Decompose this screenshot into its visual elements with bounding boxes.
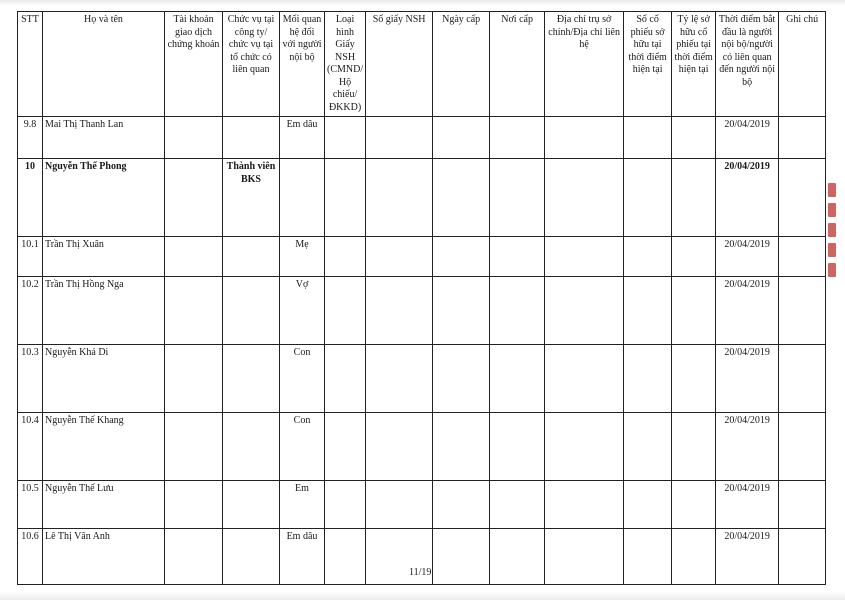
row-start-date: 20/04/2019	[716, 345, 779, 413]
row-shares	[624, 345, 672, 413]
row-stt: 10.2	[18, 277, 43, 345]
row-address	[545, 117, 624, 159]
row-start-date: 20/04/2019	[716, 413, 779, 481]
row-stt: 10.5	[18, 481, 43, 529]
row-relation: Con	[280, 413, 325, 481]
row-issue-date	[433, 529, 490, 585]
row-id-type	[325, 413, 366, 481]
row-address	[545, 413, 624, 481]
row-note	[779, 529, 826, 585]
row-account	[165, 529, 223, 585]
row-issue-place	[490, 413, 545, 481]
table-row	[18, 237, 826, 277]
row-stt: 9.8	[18, 117, 43, 159]
row-id-number	[366, 413, 433, 481]
row-shares	[624, 413, 672, 481]
table-row	[18, 159, 826, 237]
table-row	[18, 413, 826, 481]
row-issue-date	[433, 413, 490, 481]
row-shares	[624, 237, 672, 277]
row-relation: Mẹ	[280, 237, 325, 277]
header-stt: STT	[18, 12, 43, 117]
row-note	[779, 117, 826, 159]
row-id-type	[325, 237, 366, 277]
row-name: Trần Thị Hồng Nga	[43, 277, 165, 345]
row-note	[779, 345, 826, 413]
row-account	[165, 413, 223, 481]
row-id-number	[366, 237, 433, 277]
row-shares	[624, 529, 672, 585]
row-position	[223, 117, 280, 159]
row-id-number	[366, 159, 433, 237]
row-id-type	[325, 481, 366, 529]
row-name: Nguyễn Thế Phong	[43, 159, 165, 237]
row-issue-date	[433, 159, 490, 237]
row-ratio	[672, 413, 716, 481]
row-address	[545, 529, 624, 585]
row-shares	[624, 117, 672, 159]
red-stamp-mark	[828, 183, 838, 303]
row-name: Trần Thị Xuân	[43, 237, 165, 277]
row-ratio	[672, 237, 716, 277]
row-note	[779, 237, 826, 277]
row-account	[165, 159, 223, 237]
row-id-number	[366, 277, 433, 345]
row-position	[223, 237, 280, 277]
table-row	[18, 481, 826, 529]
row-start-date: 20/04/2019	[716, 481, 779, 529]
row-issue-date	[433, 481, 490, 529]
row-position	[223, 529, 280, 585]
row-position	[223, 413, 280, 481]
row-address	[545, 345, 624, 413]
row-account	[165, 277, 223, 345]
row-start-date: 20/04/2019	[716, 117, 779, 159]
row-issue-place	[490, 345, 545, 413]
row-relation: Em dâu	[280, 529, 325, 585]
table-row	[18, 277, 826, 345]
header-name: Họ và tên	[43, 12, 165, 117]
row-id-type	[325, 117, 366, 159]
page-number: 11/19	[409, 567, 432, 578]
header-start-date: Thời điểm bắt đầu là người nội bộ/người có liên quan đến người nội bộ	[716, 12, 779, 117]
row-start-date: 20/04/2019	[716, 277, 779, 345]
header-shares: Số cổ phiếu sở hữu tại thời điểm hiện tại	[624, 12, 672, 117]
header-position: Chức vụ tại công ty/ chức vụ tại tổ chức có liên quan	[223, 12, 280, 117]
header-id-type: Loại hình Giấy NSH (CMND/ Hộ chiếu/ ĐKKD)	[325, 12, 366, 117]
row-issue-place	[490, 277, 545, 345]
row-position: Thành viên BKS	[223, 159, 280, 237]
row-position	[223, 481, 280, 529]
row-issue-place	[490, 481, 545, 529]
row-name: Nguyễn Khả Di	[43, 345, 165, 413]
row-account	[165, 237, 223, 277]
row-note	[779, 413, 826, 481]
row-start-date: 20/04/2019	[716, 237, 779, 277]
row-id-number	[366, 481, 433, 529]
row-id-type	[325, 529, 366, 585]
table-row	[18, 117, 826, 159]
row-name: Lê Thị Vân Anh	[43, 529, 165, 585]
row-shares	[624, 481, 672, 529]
row-relation	[280, 159, 325, 237]
row-id-type	[325, 277, 366, 345]
row-start-date: 20/04/2019	[716, 529, 779, 585]
row-stt: 10	[18, 159, 43, 237]
row-stt: 10.4	[18, 413, 43, 481]
row-name: Nguyễn Thế Khang	[43, 413, 165, 481]
header-relation: Mối quan hệ đối với người nội bộ	[280, 12, 325, 117]
row-relation: Con	[280, 345, 325, 413]
row-name: Nguyễn Thế Lưu	[43, 481, 165, 529]
row-issue-date	[433, 345, 490, 413]
row-issue-place	[490, 117, 545, 159]
header-note: Ghi chú	[779, 12, 826, 117]
row-stt: 10.3	[18, 345, 43, 413]
row-issue-date	[433, 117, 490, 159]
row-id-type	[325, 345, 366, 413]
row-issue-place	[490, 159, 545, 237]
row-relation: Em dâu	[280, 117, 325, 159]
row-position	[223, 345, 280, 413]
row-note	[779, 159, 826, 237]
row-shares	[624, 159, 672, 237]
row-account	[165, 345, 223, 413]
row-ratio	[672, 529, 716, 585]
row-address	[545, 277, 624, 345]
row-start-date: 20/04/2019	[716, 159, 779, 237]
row-address	[545, 237, 624, 277]
header-ratio: Tỷ lệ sở hữu cổ phiếu tại thời điểm hiện tại	[672, 12, 716, 117]
insider-table	[17, 11, 826, 585]
header-issue-place: Nơi cấp	[490, 12, 545, 117]
row-stt: 10.6	[18, 529, 43, 585]
header-issue-date: Ngày cấp	[433, 12, 490, 117]
row-stt: 10.1	[18, 237, 43, 277]
row-relation: Em	[280, 481, 325, 529]
row-issue-date	[433, 237, 490, 277]
header-address: Địa chỉ trụ sở chính/Địa chỉ liên hệ	[545, 12, 624, 117]
row-issue-place	[490, 237, 545, 277]
row-id-number	[366, 345, 433, 413]
row-ratio	[672, 159, 716, 237]
header-account: Tài khoản giao dịch chứng khoán	[165, 12, 223, 117]
table-header-row	[18, 12, 826, 117]
table-row	[18, 345, 826, 413]
row-issue-date	[433, 277, 490, 345]
header-id-number: Số giấy NSH	[366, 12, 433, 117]
row-note	[779, 481, 826, 529]
row-id-number	[366, 117, 433, 159]
row-address	[545, 481, 624, 529]
row-account	[165, 117, 223, 159]
row-issue-place	[490, 529, 545, 585]
row-relation: Vợ	[280, 277, 325, 345]
scan-shadow-top	[0, 0, 845, 6]
row-id-type	[325, 159, 366, 237]
scan-shadow-bottom	[0, 592, 845, 600]
row-ratio	[672, 277, 716, 345]
row-ratio	[672, 481, 716, 529]
row-note	[779, 277, 826, 345]
row-name: Mai Thị Thanh Lan	[43, 117, 165, 159]
row-position	[223, 277, 280, 345]
row-address	[545, 159, 624, 237]
row-account	[165, 481, 223, 529]
row-ratio	[672, 117, 716, 159]
row-shares	[624, 277, 672, 345]
row-ratio	[672, 345, 716, 413]
